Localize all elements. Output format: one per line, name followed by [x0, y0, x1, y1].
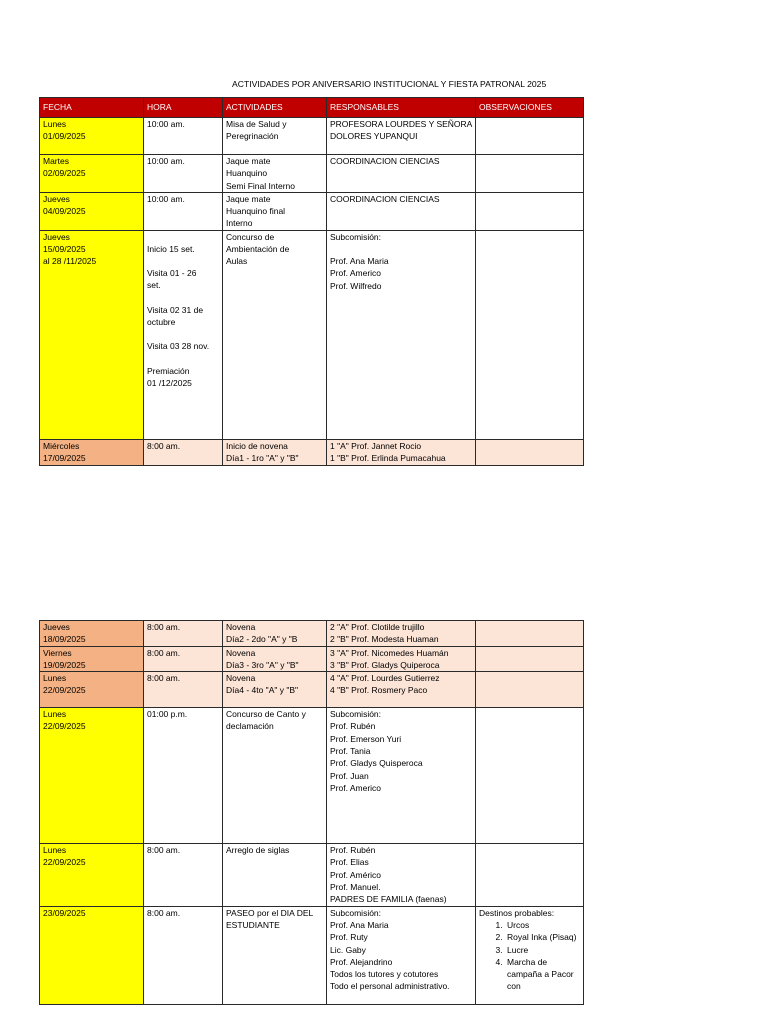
fecha-line: Jueves [43, 622, 70, 632]
actividades-line: Jaque mate [226, 193, 271, 204]
table-row [40, 672, 584, 708]
actividades-line: Novena [226, 647, 256, 658]
cell-observaciones [476, 906, 584, 1004]
cell-actividades [223, 646, 327, 672]
responsables-line: Subcomisión: [330, 231, 382, 242]
hora-line [147, 292, 219, 304]
hora-line: 10:00 am. [147, 193, 185, 204]
fecha-line: Miércoles [43, 440, 80, 451]
responsables-line: PROFESORA LOURDES Y SEÑORA [330, 119, 473, 129]
responsables-line: 4 "A" Prof. Lourdes Gutierrez [330, 673, 440, 684]
actividades-line: Huanquino final [226, 206, 286, 217]
cell-hora [144, 646, 223, 672]
cell-responsables [327, 230, 476, 439]
fecha-line: 22/09/2025 [43, 685, 86, 696]
header-observaciones: OBSERVACIONES [476, 98, 584, 118]
list-item: 4. Marcha de campaña a Pacor con [505, 956, 580, 993]
header-responsables: RESPONSABLES [327, 98, 476, 118]
fecha-line: Lunes [43, 119, 67, 129]
responsables-line: Prof. Ana Maria [330, 919, 389, 930]
list-item: 1. Urcos [505, 919, 580, 931]
responsables-line: Prof. Emerson Yuri [330, 733, 402, 744]
cell-fecha [40, 844, 144, 906]
table-row [40, 230, 584, 439]
cell-actividades [223, 621, 327, 647]
activities-table-1 [39, 97, 584, 466]
cell-hora [144, 621, 223, 647]
cell-responsables [327, 621, 476, 647]
cell-hora [144, 118, 223, 155]
responsables-line: Prof. Ruty [330, 932, 368, 943]
fecha-line: 02/09/2025 [43, 168, 86, 179]
actividades-line: Huanquino [226, 168, 268, 179]
cell-fecha [40, 192, 144, 230]
header-actividades: ACTIVIDADES [223, 98, 327, 118]
actividades-line: Novena [226, 673, 256, 684]
actividades-line: Día2 - 2do "A" y "B [226, 634, 298, 645]
responsables-line: Todos los tutores y cotutores [330, 969, 439, 980]
cell-actividades [223, 118, 327, 155]
responsables-line: Prof. Ana Maria [330, 256, 389, 267]
hora-line: Premiación [147, 365, 190, 376]
table-row [40, 621, 584, 647]
actividades-line: Jaque mate [226, 156, 271, 166]
header-hora: HORA [144, 98, 223, 118]
hora-line: 01:00 p.m. [147, 709, 188, 720]
actividades-line: Arreglo de siglas [226, 845, 290, 856]
cell-observaciones [476, 192, 584, 230]
hora-line [147, 255, 219, 267]
hora-line: Visita 01 - 26 [147, 268, 197, 279]
hora-line: Visita 03 28 nov. [147, 341, 210, 352]
table-row [40, 844, 584, 906]
cell-responsables [327, 708, 476, 844]
fecha-line: 18/09/2025 [43, 634, 86, 645]
page-title: ACTIVIDADES POR ANIVERSARIO INSTITUCIONAL Y FIESTA PATRONAL 2025 [232, 79, 547, 89]
cell-hora [144, 906, 223, 1004]
fecha-line: Lunes [43, 845, 67, 856]
fecha-line: Jueves [43, 231, 70, 242]
observaciones-intro: Destinos probables: [479, 907, 555, 918]
responsables-line: Prof. Américo [330, 869, 382, 880]
responsables-line: Prof. Rubén [330, 845, 376, 856]
header-fecha: FECHA [40, 98, 144, 118]
responsables-line: COORDINACION CIENCIAS [330, 193, 440, 204]
fecha-line: 23/09/2025 [43, 907, 86, 918]
responsables-line: 3 "A" Prof. Nicomedes Huamán [330, 647, 449, 658]
hora-line [147, 328, 219, 340]
actividades-line: Día1 - 1ro "A" y "B" [226, 453, 299, 464]
cell-actividades [223, 192, 327, 230]
cell-fecha [40, 906, 144, 1004]
hora-line: 8:00 am. [147, 647, 181, 658]
cell-actividades [223, 906, 327, 1004]
table-row [40, 906, 584, 1004]
hora-line: Visita 02 31 de [147, 304, 204, 315]
fecha-line: 19/09/2025 [43, 659, 86, 670]
responsables-line: DOLORES YUPANQUI [330, 131, 418, 142]
actividades-line: Semi Final Interno [226, 180, 295, 191]
cell-responsables [327, 906, 476, 1004]
cell-observaciones [476, 646, 584, 672]
cell-fecha [40, 230, 144, 439]
responsables-line: Prof. Juan [330, 770, 369, 781]
responsables-line: Todo el personal administrativo. [330, 981, 450, 992]
actividades-line: Concurso de [226, 231, 275, 242]
table-row [40, 646, 584, 672]
responsables-line: COORDINACION CIENCIAS [330, 156, 440, 166]
responsables-line: Subcomisión: [330, 907, 382, 918]
table-row [40, 708, 584, 844]
hora-line: 8:00 am. [147, 673, 181, 684]
cell-hora [144, 672, 223, 708]
fecha-line: Jueves [43, 193, 70, 204]
cell-actividades [223, 155, 327, 193]
cell-hora [144, 155, 223, 193]
list-item: 2. Royal Inka (Pisaq) [505, 931, 580, 943]
cell-responsables [327, 646, 476, 672]
cell-fecha [40, 646, 144, 672]
fecha-line: 04/09/2025 [43, 206, 86, 217]
cell-fecha [40, 708, 144, 844]
responsables-line: 1 "B" Prof. Erlinda Pumacahua [330, 453, 446, 464]
cell-actividades [223, 844, 327, 906]
fecha-line: 22/09/2025 [43, 721, 86, 732]
hora-line [147, 231, 219, 243]
cell-hora [144, 708, 223, 844]
responsables-line: Lic. Gaby [330, 944, 366, 955]
fecha-line: Lunes [43, 673, 67, 684]
responsables-line: Prof. Americo [330, 782, 382, 793]
fecha-line: 15/09/2025 [43, 244, 86, 255]
cell-responsables [327, 439, 476, 465]
cell-fecha [40, 672, 144, 708]
actividades-line: Aulas [226, 256, 248, 267]
actividades-line: ESTUDIANTE [226, 919, 280, 930]
responsables-line: 4 "B" Prof. Rosmery Paco [330, 685, 428, 696]
responsables-line: Subcomisión: [330, 709, 382, 720]
responsables-line: PADRES DE FAMILIA (faenas) [330, 894, 447, 905]
responsables-line: Prof. Elias [330, 857, 369, 868]
table-row [40, 192, 584, 230]
cell-observaciones [476, 708, 584, 844]
fecha-line: 22/09/2025 [43, 857, 86, 868]
cell-fecha [40, 155, 144, 193]
actividades-line: Día4 - 4to "A" y "B" [226, 685, 299, 696]
list-item: 3. Lucre [505, 944, 580, 956]
responsables-line: Prof. Americo [330, 268, 382, 279]
responsables-line: 1 "A" Prof. Jannet Rocio [330, 440, 422, 451]
cell-observaciones [476, 621, 584, 647]
cell-actividades [223, 672, 327, 708]
table-header-row [40, 98, 584, 118]
fecha-line: Lunes [43, 709, 67, 720]
hora-line: 10:00 am. [147, 156, 185, 166]
table-row [40, 439, 584, 465]
hora-line: 10:00 am. [147, 119, 185, 129]
actividades-line: Inicio de novena [226, 440, 288, 451]
cell-observaciones [476, 118, 584, 155]
table-row [40, 155, 584, 193]
hora-line: 8:00 am. [147, 845, 181, 856]
cell-responsables [327, 118, 476, 155]
cell-fecha [40, 118, 144, 155]
actividades-line: Concurso de Canto y [226, 709, 306, 720]
cell-hora [144, 192, 223, 230]
responsables-line: Prof. Alejandrino [330, 956, 393, 967]
hora-line: set. [147, 280, 161, 291]
hora-line [147, 353, 219, 365]
cell-observaciones [476, 439, 584, 465]
activities-table-2 [39, 620, 584, 1005]
fecha-line: 01/09/2025 [43, 131, 86, 142]
actividades-line: Ambientación de [226, 244, 290, 255]
cell-actividades [223, 708, 327, 844]
actividades-line: Interno [226, 218, 253, 229]
responsables-line: Prof. Gladys Quisperoca [330, 758, 423, 769]
cell-fecha [40, 621, 144, 647]
responsables-line: 2 "A" Prof. Clotilde trujillo [330, 622, 425, 632]
hora-line: 8:00 am. [147, 622, 181, 632]
cell-responsables [327, 155, 476, 193]
cell-hora [144, 230, 223, 439]
fecha-line: Viernes [43, 647, 72, 658]
responsables-line: Prof. Manuel. [330, 882, 381, 893]
cell-actividades [223, 230, 327, 439]
cell-hora [144, 439, 223, 465]
responsables-line: Prof. Tania [330, 746, 371, 757]
responsables-line: 2 "B" Prof. Modesta Huaman [330, 634, 439, 645]
hora-line: 01 /12/2025 [147, 377, 192, 388]
cell-responsables [327, 672, 476, 708]
actividades-line: Novena [226, 622, 256, 632]
cell-actividades [223, 439, 327, 465]
cell-hora [144, 844, 223, 906]
responsables-line [330, 243, 472, 255]
hora-line: Inicio 15 set. [147, 243, 195, 254]
destinations-list [479, 919, 580, 993]
actividades-line: Día3 - 3ro "A" y "B" [226, 659, 299, 670]
hora-line: octubre [147, 316, 176, 327]
cell-observaciones [476, 230, 584, 439]
cell-observaciones [476, 844, 584, 906]
responsables-line: Prof. Wilfredo [330, 280, 382, 291]
cell-observaciones [476, 672, 584, 708]
fecha-line: 17/09/2025 [43, 453, 86, 464]
cell-responsables [327, 192, 476, 230]
actividades-line: declamación [226, 721, 274, 732]
actividades-line: Peregrinación [226, 131, 279, 142]
actividades-line: Misa de Salud y [226, 119, 287, 129]
cell-responsables [327, 844, 476, 906]
table-row [40, 118, 584, 155]
hora-line: 8:00 am. [147, 440, 181, 451]
responsables-line: Prof. Rubén [330, 721, 376, 732]
cell-observaciones [476, 155, 584, 193]
hora-line: 8:00 am. [147, 907, 181, 918]
responsables-line: 3 "B" Prof. Gladys Quiperoca [330, 659, 440, 670]
actividades-line: PASEO por el DIA DEL [226, 907, 314, 918]
cell-fecha [40, 439, 144, 465]
fecha-line: al 28 /11/2025 [43, 256, 97, 267]
fecha-line: Martes [43, 156, 69, 166]
